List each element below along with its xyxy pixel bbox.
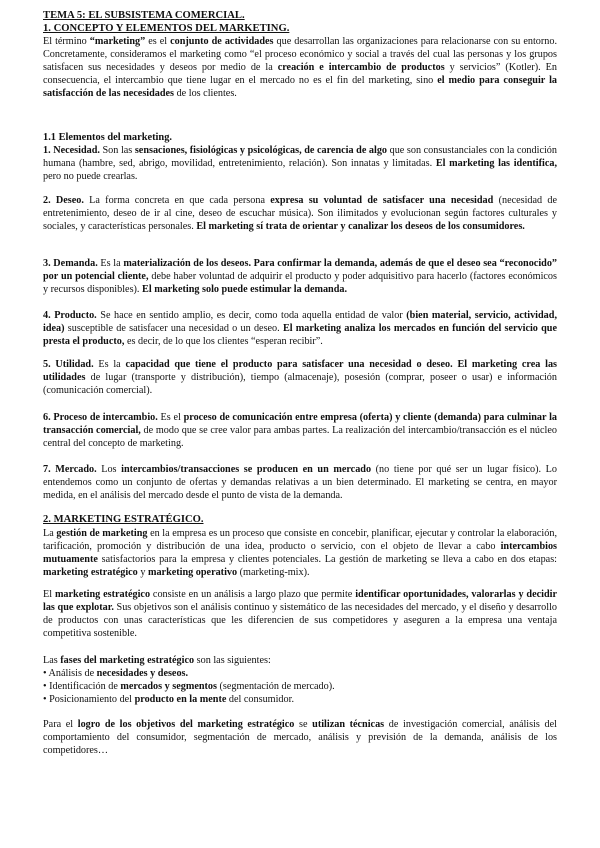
element-deseo: 2. Deseo. La forma concreta en que cada persona expresa su voluntad de satisfacer una necesidad (necesidad de entretenimiento, deseo de ir al cine, deseo de escuchar música). Son ilimitados y evolucionan según factores culturales y sociales, y características personales. El marketing sí trata de orientar y canalizar los deseos de los consumidores. xyxy=(43,195,558,233)
element-mercado: 7. Mercado. Los intercambios/transacciones se producen en un mercado (no tiene por qué ser un lugar físico). Lo entendemos como un conjunto de ofertas y demandas relativas a un bien determinado. El marketing se centra, en mayor medida, en el análisis del mercado desde el punto de vista de la demanda. xyxy=(43,464,557,502)
list-item: • Posicionamiento del producto en la mente del consumidor. xyxy=(43,694,294,706)
doc-title: TEMA 5: EL SUBSISTEMA COMERCIAL. xyxy=(43,10,245,21)
element-necesidad: 1. Necesidad. Son las sensaciones, fisiológicas y psicológicas, de carencia de algo que son consustanciales con la condición humana (hambre, sed, abrigo, movilidad, entretenimiento, relación). Son innatas y limitadas. El marketing las identifica, pero no puede crearlas. xyxy=(43,145,558,183)
fases-intro: Las fases del marketing estratégico son las siguientes: xyxy=(43,655,271,666)
element-producto: 4. Producto. Se hace en sentido amplio, es decir, como toda aquella entidad de valor (bien material, servicio, actividad, idea) susceptible de satisfacer una necesidad o un deseo. El marketing analiza los mercados en función del servicio que presta el producto, es decir, de lo que los clientes “esperan recibir”. xyxy=(43,310,557,348)
element-demanda: 3. Demanda. Es la materialización de los deseos. Para confirmar la demanda, además de que el deseo sea “reconocido” por un potencial cliente, debe haber voluntad de adquirir el producto y poder adquisitivo para hacerlo (factores económicos y recursos disponibles). El marketing solo puede estimular la demanda. xyxy=(43,258,558,296)
marketing-estrategico-paragraph: El marketing estratégico consiste en un análisis a largo plazo que permite identificar oportunidades, valorarlas y decidir las que explotar. Sus objetivos son el análisis continuo y sistemático de las necesidades del mercado, y el diseño y desarrollo de productos con unas características que les diferencien de sus competidores y aseguren a la empresa una ventaja competitiva sostenible. xyxy=(43,589,557,640)
intro-paragraph: El término “marketing” es el conjunto de actividades que desarrollan las organizaciones para relacionarse con su entorno. Concretamente, consideramos el marketing como “el proceso económico y social a través del cual las personas y los grupos satisfacen sus necesidades y deseos por medio de la creación e intercambio de productos y servicios” (Kotler). En consecuencia, el intercambio que tiene lugar en el mercado no es el fin del marketing, sino el medio para conseguir la satisfacción de las necesidades de los clientes. xyxy=(43,36,557,100)
list-item: • Análisis de necesidades y deseos. xyxy=(43,668,189,679)
list-item: • Identificación de mercados y segmentos (segmentación de mercado). xyxy=(43,681,335,693)
subsection-heading: 1.1 Elementos del marketing. xyxy=(43,132,173,143)
fases-list xyxy=(43,667,557,706)
section-2-heading: 2. MARKETING ESTRATÉGICO. xyxy=(43,514,204,525)
element-utilidad: 5. Utilidad. Es la capacidad que tiene el producto para satisfacer una necesidad o deseo. El marketing crea las utilidades de lugar (transporte y distribución), tiempo (almacenaje), posesión (comprar, poseer o usar) e información (comunicación comercial). xyxy=(43,359,558,397)
section-1-heading: 1. CONCEPTO Y ELEMENTOS DEL MARKETING. xyxy=(43,23,290,34)
gestion-marketing-paragraph: La gestión de marketing en la empresa es un proceso que consiste en concebir, planificar, ejecutar y controlar la elaboración, tarificación, promoción y distribución de una idea, producto o servicio, con el objeto de llevar a cabo intercambios mutuamente satisfactorios para la empresa y clientes potenciales. La gestión de marketing se lleva a cabo en dos etapas: marketing estratégico y marketing operativo (marketing-mix). xyxy=(43,528,557,579)
tecnicas-paragraph: Para el logro de los objetivos del marketing estratégico se utilizan técnicas de investigación comercial, análisis del comportamiento del consumidor, segmentación de mercado, análisis y previsión de la demanda, análisis de los competidores… xyxy=(43,719,557,757)
element-proceso-intercambio: 6. Proceso de intercambio. Es el proceso de comunicación entre empresa (oferta) y cliente (demanda) para culminar la transacción comercial, de modo que se cree valor para ambas partes. La realización del intercambio/transacción es el núcleo central del concepto de marketing. xyxy=(43,412,557,450)
